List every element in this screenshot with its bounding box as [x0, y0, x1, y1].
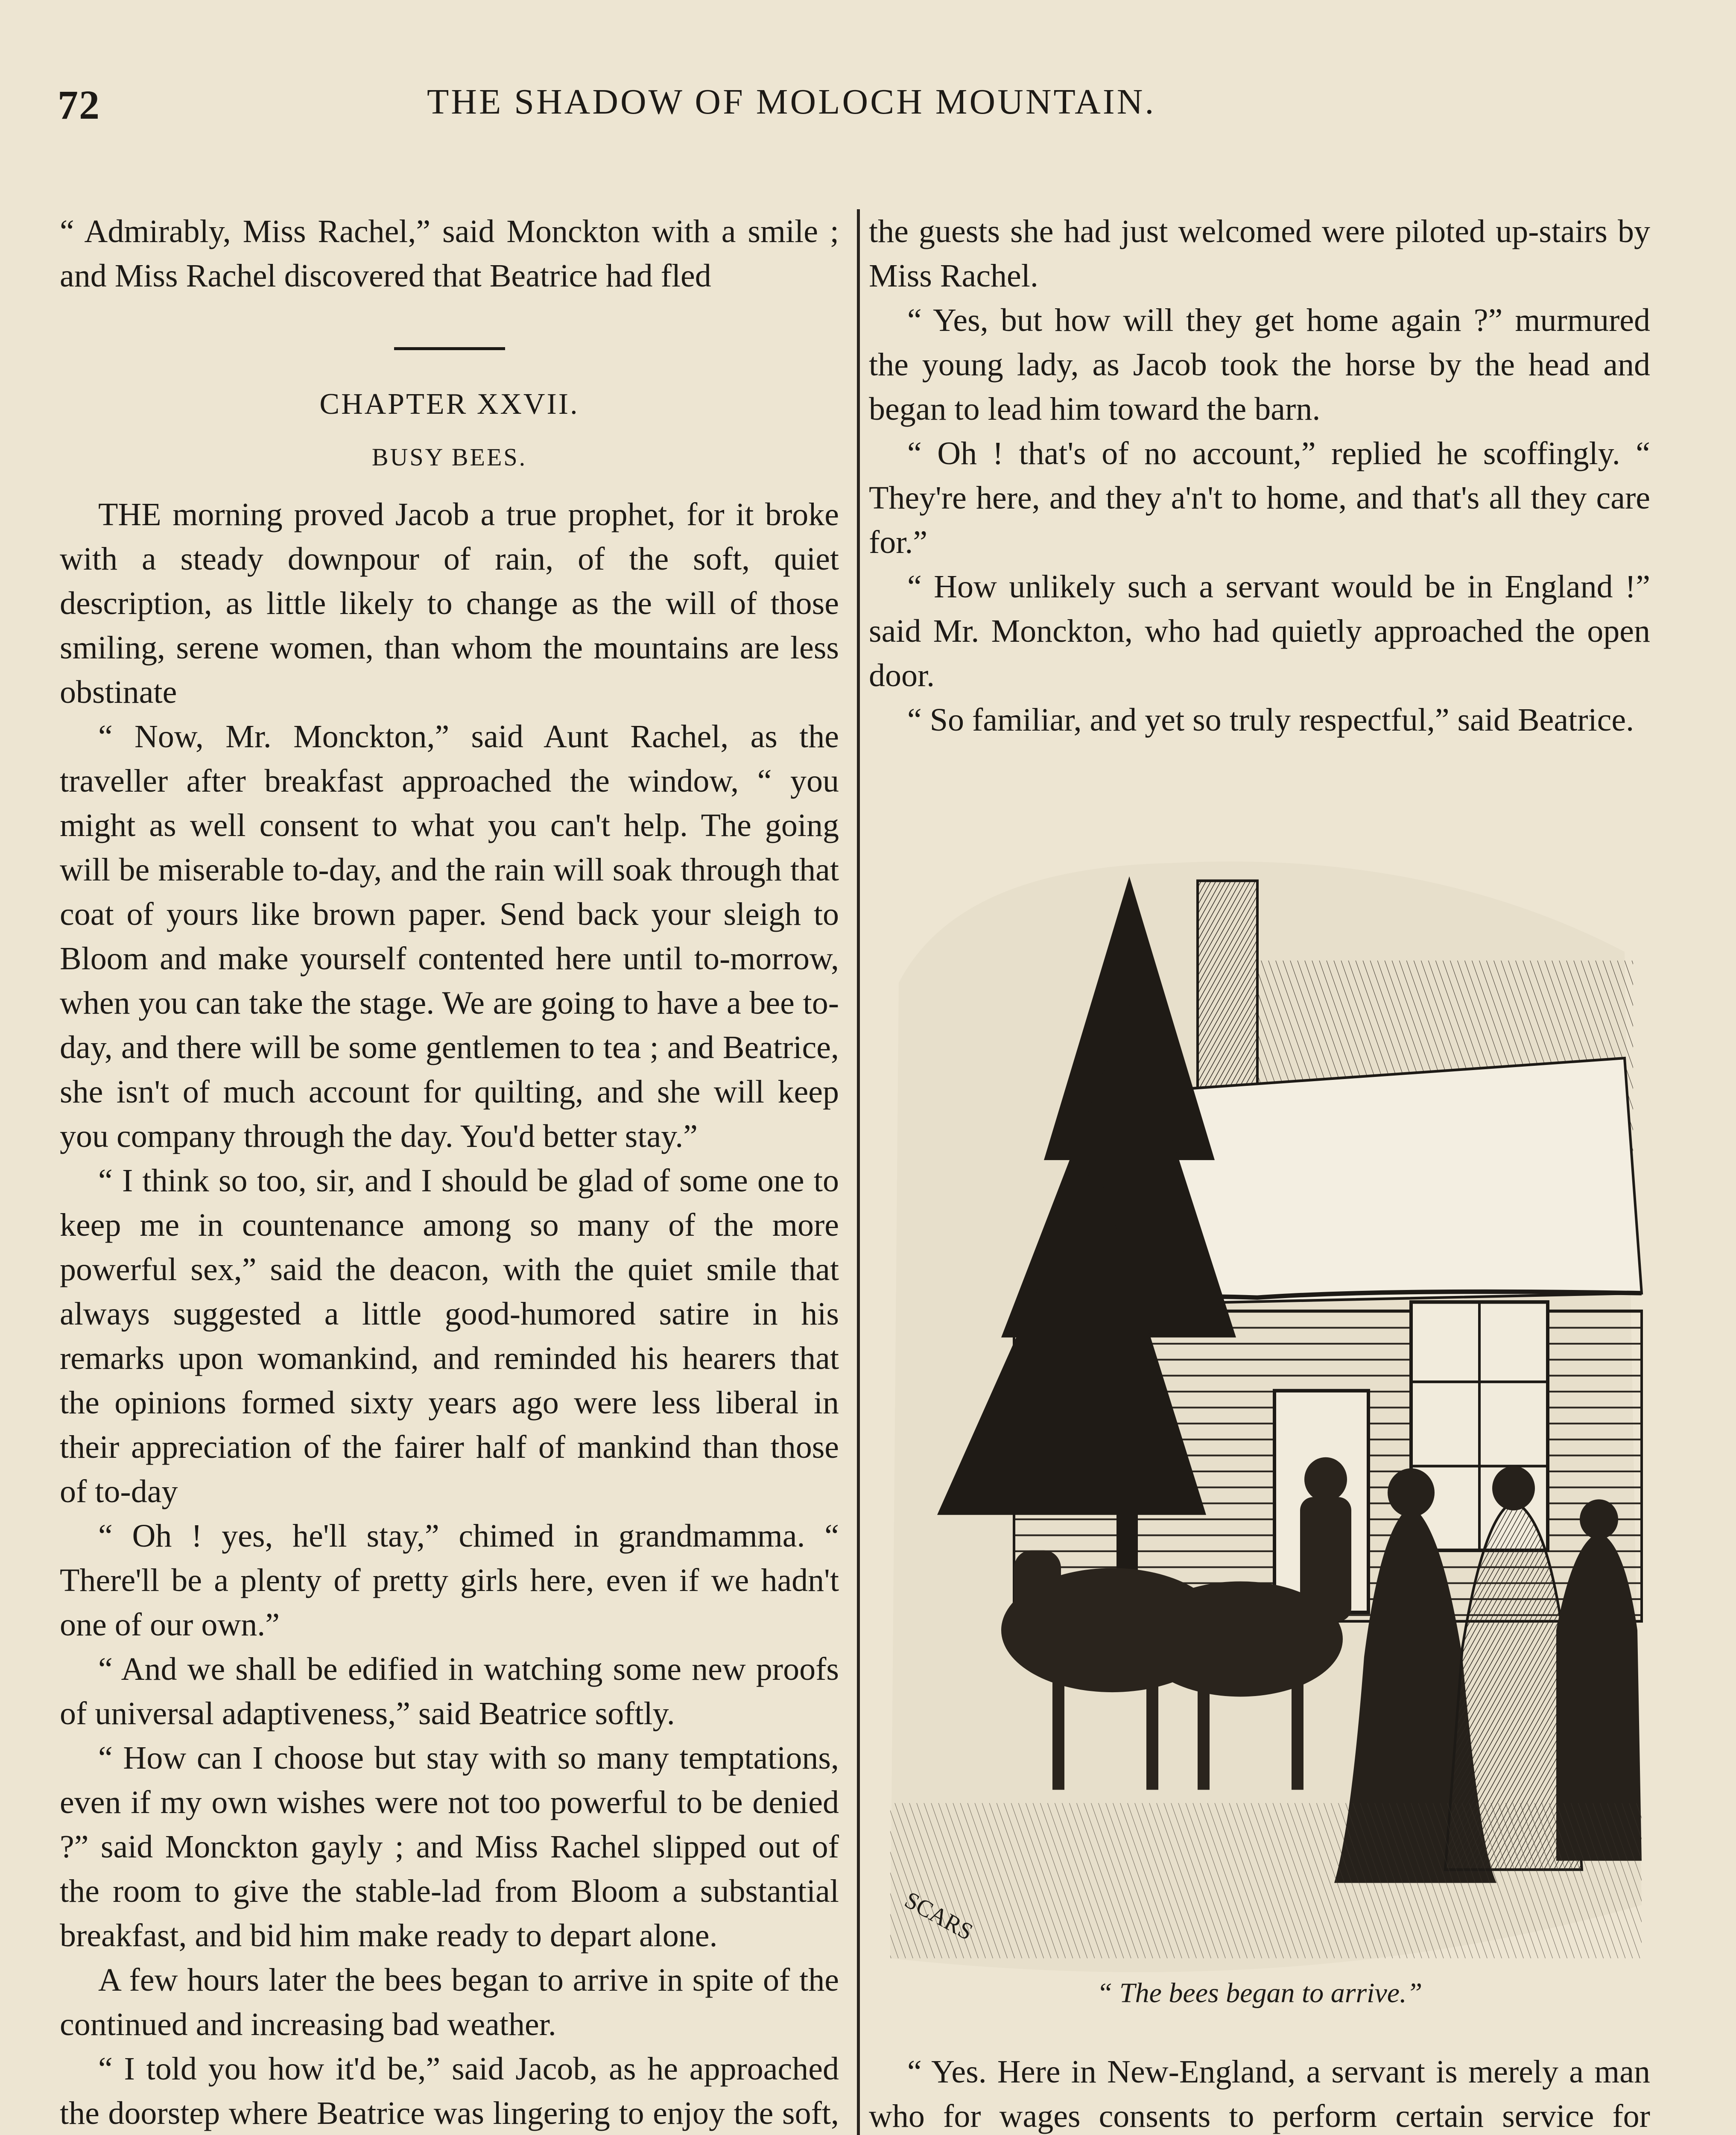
- opening-paragraph: “ Admirably, Miss Rachel,” said Monckton with a smile ; and Miss Rachel discovered that Beatrice had fled: [60, 214, 839, 294]
- snowy-ground: [890, 1803, 1642, 1958]
- illustration-caption: “ The bees began to arrive.”: [1096, 1977, 1423, 2009]
- page-header: [0, 77, 1736, 141]
- column-divider: [857, 209, 860, 2135]
- paragraph: “ Oh ! that's of no account,” replied he scoffingly. “ They're here, and they a'n't to home, and that's all they care for.”: [869, 436, 1650, 560]
- paragraph: THE morning proved Jacob a true prophet, for it broke with a steady downpour of rain, of the soft, quiet description, as little likely to change as the will of those smiling, serene women, than whom the mountains are less obstinate: [60, 497, 839, 710]
- right-column-bottom: [869, 2050, 1650, 2135]
- paragraph: A few hours later the bees began to arrive in spite of the continued and increasing bad weather.: [60, 1962, 839, 2042]
- paragraph: “ Now, Mr. Monckton,” said Aunt Rachel, as the traveller after breakfast approached the window, “ you might as well consent to what you can't help. The going will be miserable to-day, and the rain will soak through that coat of yours like brown paper. Send back your sleigh to Bloom and make yourself contented here until to-morrow, when you can take the stage. We are going to have a bee to-day, and there will be some gentlemen to tea ; and Beatrice, she isn't of much account for quilting, and she will keep you company through the day. You'd better stay.”: [60, 719, 839, 1154]
- paragraph: “ So familiar, and yet so truly respectful,” said Beatrice.: [907, 702, 1634, 738]
- chapter-subtitle: BUSY BEES.: [371, 443, 527, 471]
- paragraph: “ How can I choose but stay with so many temptations, even if my own wishes were not too powerful to be denied ?” said Monckton gayly ; and Miss Rachel slipped out of the room to give the stable-lad from Bloom a substantial breakfast, and bid him make ready to depart alone.: [60, 1740, 839, 1954]
- paragraph: “ Yes, but how will they get home again ?” murmured the young lady, as Jacob took the horse by the head and began to lead him toward the barn.: [869, 302, 1650, 427]
- chapter-rule: [394, 347, 505, 350]
- paragraph: “ And we shall be edified in watching some new proofs of universal adaptiveness,” said Beatrice softly.: [60, 1651, 839, 1731]
- page-number: 72: [58, 82, 100, 128]
- paragraph: “ I told you how it'd be,” said Jacob, as he approached the doorstep where Beatrice was lingering to enjoy the soft,: [60, 2051, 839, 2131]
- paragraph: “ I think so too, sir, and I should be glad of some one to keep me in countenance among so many of the more powerful sex,” said the deacon, with the quiet smile that always suggested a little good-humored satire in his remarks upon womankind, and reminded his hearers that the opinions formed sixty years ago were less liberal in their appreciation of the fairer half of mankind than those of to-day: [60, 1163, 839, 1509]
- right-column-top: [869, 209, 1650, 742]
- running-title: THE SHADOW OF MOLOCH MOUNTAIN.: [427, 82, 1156, 122]
- paragraph: the guests she had just welcomed were piloted up-stairs by Miss Rachel.: [869, 214, 1650, 294]
- chapter-title: CHAPTER XXVII.: [319, 388, 579, 421]
- engraving-illustration: [873, 850, 1646, 2003]
- paragraph: “ Oh ! yes, he'll stay,” chimed in grandmamma. “ There'll be a plenty of pretty girls here, even if we hadn't one of our own.”: [60, 1518, 839, 1643]
- paragraph: “ Yes. Here in New-England, a servant is merely a man who for wages consents to perform certain service for: [869, 2054, 1650, 2134]
- engraving-svg: [873, 850, 1646, 2003]
- engraver-signature: SCARS: [900, 1886, 977, 1945]
- paragraph: “ How unlikely such a servant would be in England !” said Mr. Monckton, who had quietly approached the open door.: [869, 569, 1650, 693]
- left-column: [60, 209, 839, 2135]
